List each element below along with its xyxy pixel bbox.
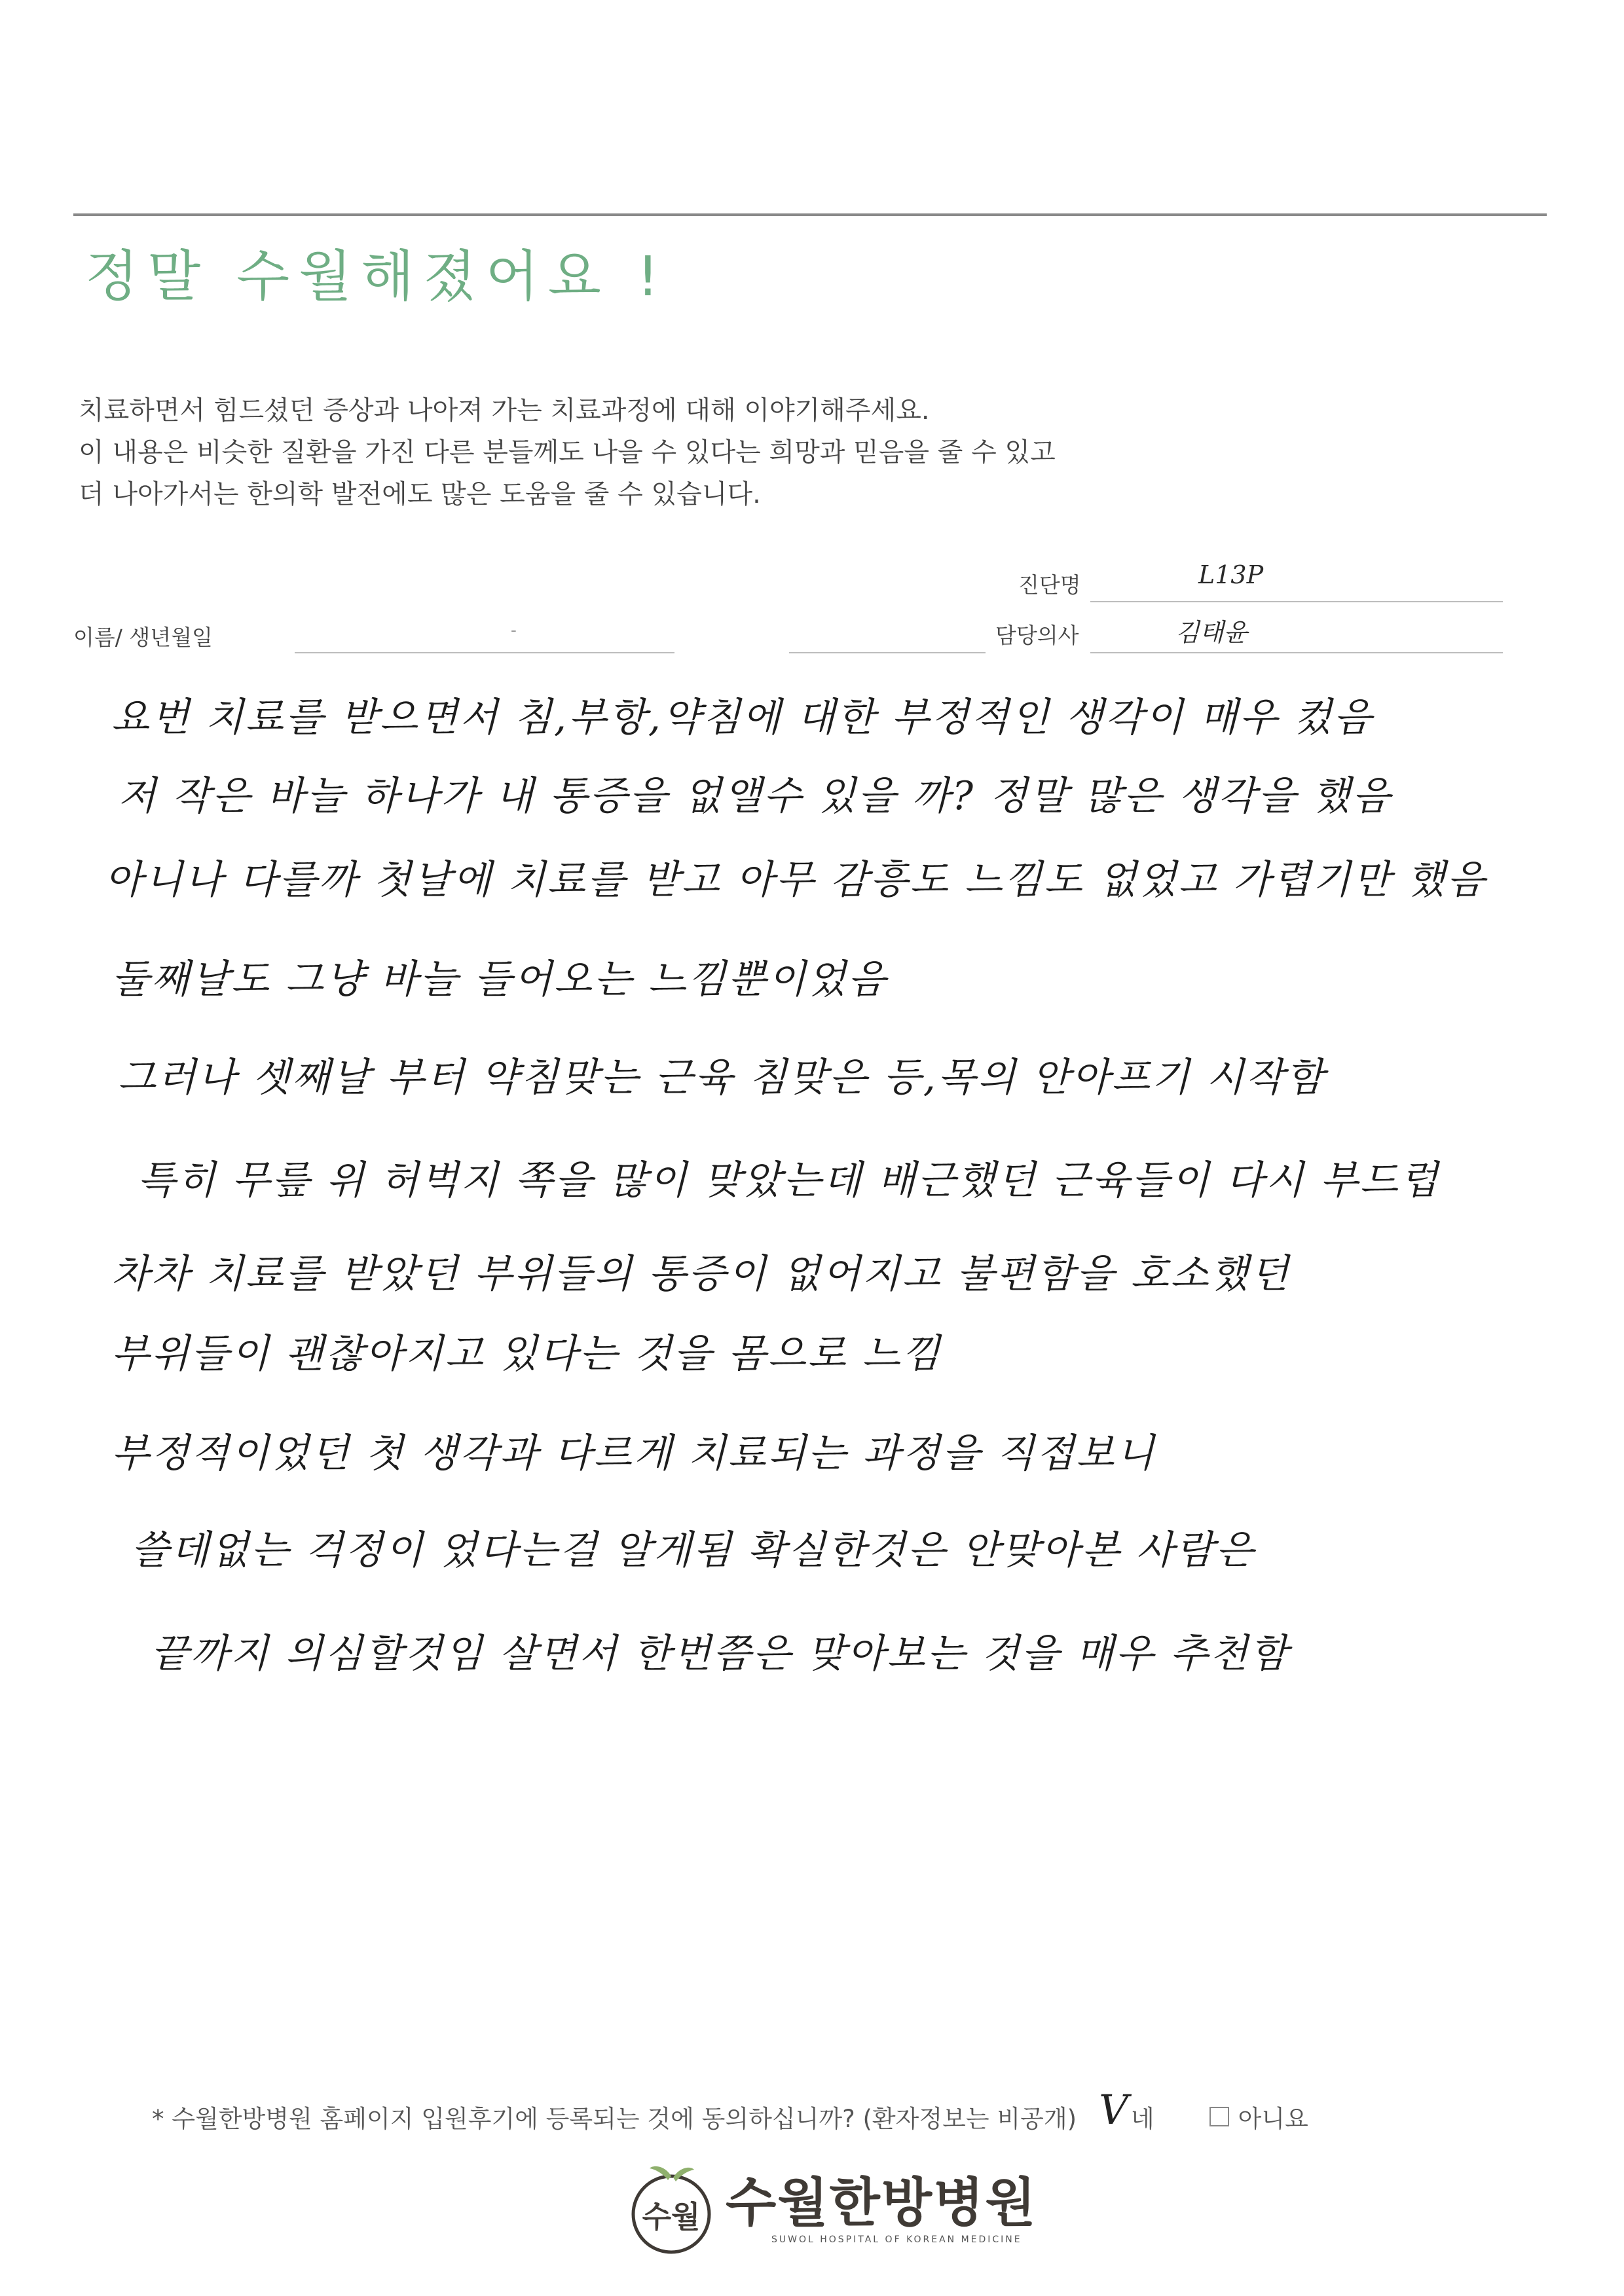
name-line <box>295 652 674 653</box>
hospital-name: 수월한방병원 <box>726 2172 1037 2233</box>
doctor-label: 담당의사 <box>995 623 1079 648</box>
diagnosis-label: 진단명 <box>1018 572 1081 598</box>
handwritten-line: 부위들이 괜찮아지고 있다는 것을 몸으로 느낌 <box>111 1331 942 1377</box>
consent-no-label[interactable]: 아니요 <box>1238 2104 1308 2133</box>
doctor-value: 김태윤 <box>1175 618 1248 647</box>
intro-line-2: 이 내용은 비슷한 질환을 가진 다른 분들께도 나을 수 있다는 희망과 믿음을 줄 수 있고 <box>79 437 1056 467</box>
consent-no-checkbox[interactable] <box>1209 2107 1229 2126</box>
handwritten-line: 쓸데없는 걱정이 었다는걸 알게됨 확실한것은 안맞아본 사람은 <box>131 1527 1256 1573</box>
handwritten-line: 요번 치료를 받으면서 침,부항,약침에 대한 부정적인 생각이 매우 컸음 <box>111 695 1374 740</box>
doctor-line <box>1090 652 1503 653</box>
diagnosis-value: L13P <box>1198 560 1264 589</box>
intro-line-1: 치료하면서 힘드셨던 증상과 나아져 가는 치료과정에 대해 이야기해주세요. <box>79 395 930 426</box>
hospital-subtitle: SUWOL HOSPITAL OF KOREAN MEDICINE <box>771 2234 1022 2245</box>
handwritten-line: 저 작은 바늘 하나가 내 통증을 없앨수 있을 까? 정말 많은 생각을 했음 <box>118 773 1392 819</box>
handwritten-line: 아니나 다를까 첫날에 치료를 받고 아무 감흥도 느낌도 없었고 가렵기만 했음 <box>105 857 1487 903</box>
logo-mark-text: 수월 <box>642 2199 701 2234</box>
birth-line <box>789 652 986 653</box>
handwritten-line: 둘째날도 그냥 바늘 들어오는 느낌뿐이었음 <box>111 957 888 1002</box>
handwritten-line: 부정적이었던 첫 생각과 다르게 치료되는 과정을 직접보니 <box>111 1430 1156 1476</box>
name-value: - <box>511 621 517 640</box>
handwritten-line: 그러나 셋째날 부터 약침맞는 근육 침맞은 등,목의 안아프기 시작함 <box>118 1055 1326 1101</box>
hospital-logo <box>622 2160 1037 2259</box>
handwritten-line: 특히 무릎 위 허벅지 쪽을 많이 맞았는데 배근했던 근육들이 다시 부드럽 <box>138 1157 1440 1203</box>
intro-line-3: 더 나아가서는 한의학 발전에도 많은 도움을 줄 수 있습니다. <box>79 479 761 509</box>
consent-check-mark[interactable]: V <box>1099 2086 1128 2134</box>
top-divider <box>73 213 1547 216</box>
name-birth-label: 이름/ 생년월일 <box>73 625 213 650</box>
intro-text <box>79 390 1056 515</box>
diagnosis-line <box>1090 601 1503 602</box>
page-title: 정말 수월해졌어요 ! <box>85 244 669 308</box>
handwritten-line: 끝까지 의심할것임 살면서 한번쯤은 맞아보는 것을 매우 추천함 <box>151 1631 1290 1677</box>
handwritten-line: 차차 치료를 받았던 부위들의 통증이 없어지고 불편함을 호소했던 <box>111 1251 1291 1297</box>
consent-yes-label[interactable]: 네 <box>1130 2104 1154 2133</box>
consent-question: * 수월한방병원 홈페이지 입원후기에 등록되는 것에 동의하십니까? (환자정보는 비공개) <box>152 2104 1077 2133</box>
consent-row <box>152 2086 1308 2140</box>
hospital-logo-mark-icon <box>622 2160 720 2259</box>
